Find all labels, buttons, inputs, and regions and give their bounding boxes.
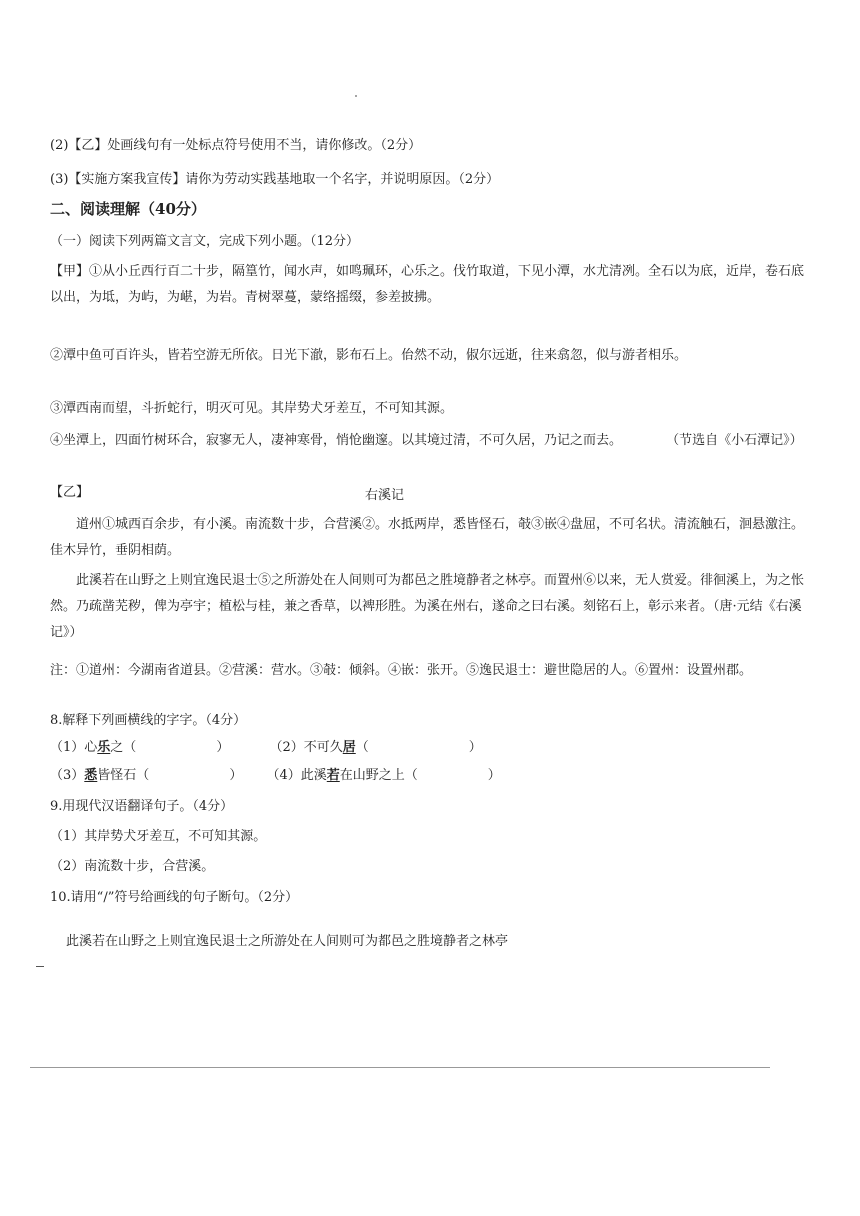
q8-1-close: ） (216, 740, 230, 755)
q8-3-suffix: 皆怪石（ (97, 768, 150, 783)
notes: 注：①道州：今湖南省道县。②营溪：营水。③攲：倾斜。④嵌：张开。⑤逸民退士：避世隐居的人。⑥置州：设置州郡。 (50, 663, 753, 678)
question-10-title: 10.请用“/”符号给画线的句子断句。（2分） (50, 890, 299, 905)
yi-paragraph-2: 此溪若在山野之上则宜逸民退士⑤之所游处在人间则可为都邑之胜境静者之林亭。而置州⑥以来，无人赏爱。徘徊溪上，为之怅然。乃疏凿芜秽，俾为亭宇；植松与桂，兼之香草，以裨形胜。为溪在州右，遂命之曰右溪。刻铭石上，彰示来者。（唐·元结《右溪记》） (50, 573, 805, 640)
q8-2-key-char: 居 (342, 740, 356, 755)
q8-2-close: ） (468, 740, 482, 755)
q8-1-suffix: 之（ (110, 740, 137, 755)
q8-4-prefix: （4）此溪 (266, 768, 327, 783)
scan-speck (355, 95, 357, 97)
jia-paragraph-2: ②潭中鱼可百许头，皆若空游无所依。日光下澈，影布石上。佁然不动，俶尔远逝，往来翕忽，似与游者相乐。 (50, 348, 688, 363)
q8-1-key-char: 乐 (97, 740, 111, 755)
q8-3-close: ） (229, 768, 243, 783)
jia-p4-text: ④坐潭上，四面竹树环合，寂寥无人，凄神寒骨，悄怆幽邃。以其境过清，不可久居，乃记之而去。 (50, 433, 623, 448)
yi-title: 右溪记 (365, 488, 405, 503)
jia-paragraph-3: ③潭西南而望，斗折蛇行，明灭可见。其岸势犬牙差互，不可知其源。 (50, 401, 454, 416)
subsection-1-heading: （一）阅读下列两篇文言文，完成下列小题。（12分） (50, 234, 360, 249)
section-2-heading: 二、阅读理解（40分） (50, 200, 206, 218)
question-2-text: (2)【乙】处画线句有一处标点符号使用不当，请你修改。（2分） (50, 138, 422, 153)
q8-4-close: ） (487, 768, 501, 783)
q8-4-suffix: 在山野之上（ (339, 768, 418, 783)
jia-label: 【甲】 (50, 264, 90, 279)
q8-2-suffix: （ (355, 740, 369, 755)
jia-source: （节选自《小石潭记》） (666, 433, 803, 448)
q8-3-prefix: （3） (50, 768, 85, 783)
question-9-sentence-2: （2）南流数十步，合营溪。 (50, 859, 215, 874)
margin-mark (36, 966, 44, 967)
jia-paragraph-1 (50, 259, 810, 311)
q8-3-key-char: 悉 (84, 768, 98, 783)
question-10-sentence: 此溪若在山野之上则宜逸民退士之所游处在人间则可为都邑之胜境静者之林亭 (66, 934, 509, 949)
q8-4-key-char: 若 (326, 768, 340, 783)
question-8-row-1 (50, 739, 820, 757)
yi-label: 【乙】 (50, 485, 90, 500)
q8-2-prefix: （2）不可久 (269, 740, 343, 755)
question-8-row-2 (50, 767, 820, 785)
page-bottom-divider (30, 1067, 770, 1068)
yi-paragraph-1: 道州①城西百余步，有小溪。南流数十步，合营溪②。水抵两岸，悉皆怪石，攲③嵌④盘屈，不可名状。清流触石，洄悬激注。佳木异竹，垂阴相荫。 (50, 517, 805, 558)
jia-p1-text: ①从小丘西行百二十步，隔篁竹，闻水声，如鸣珮环，心乐之。伐竹取道，下见小潭，水尤清冽。全石以为底，近岸，卷石底以出，为坻，为屿，为嵁，为岩。青树翠蔓，蒙络摇缀，参差披拂。 (50, 264, 805, 305)
question-9-title: 9.用现代汉语翻译句子。（4分） (50, 799, 234, 814)
jia-paragraph-4 (50, 428, 810, 454)
question-3-text: (3)【实施方案我宣传】请你为劳动实践基地取一个名字，并说明原因。（2分） (50, 172, 500, 187)
q8-1-prefix: （1）心 (50, 740, 98, 755)
question-8-title: 8.解释下列画横线的字字。（4分） (50, 713, 247, 728)
question-9-sentence-1: （1）其岸势犬牙差互，不可知其源。 (50, 829, 267, 844)
